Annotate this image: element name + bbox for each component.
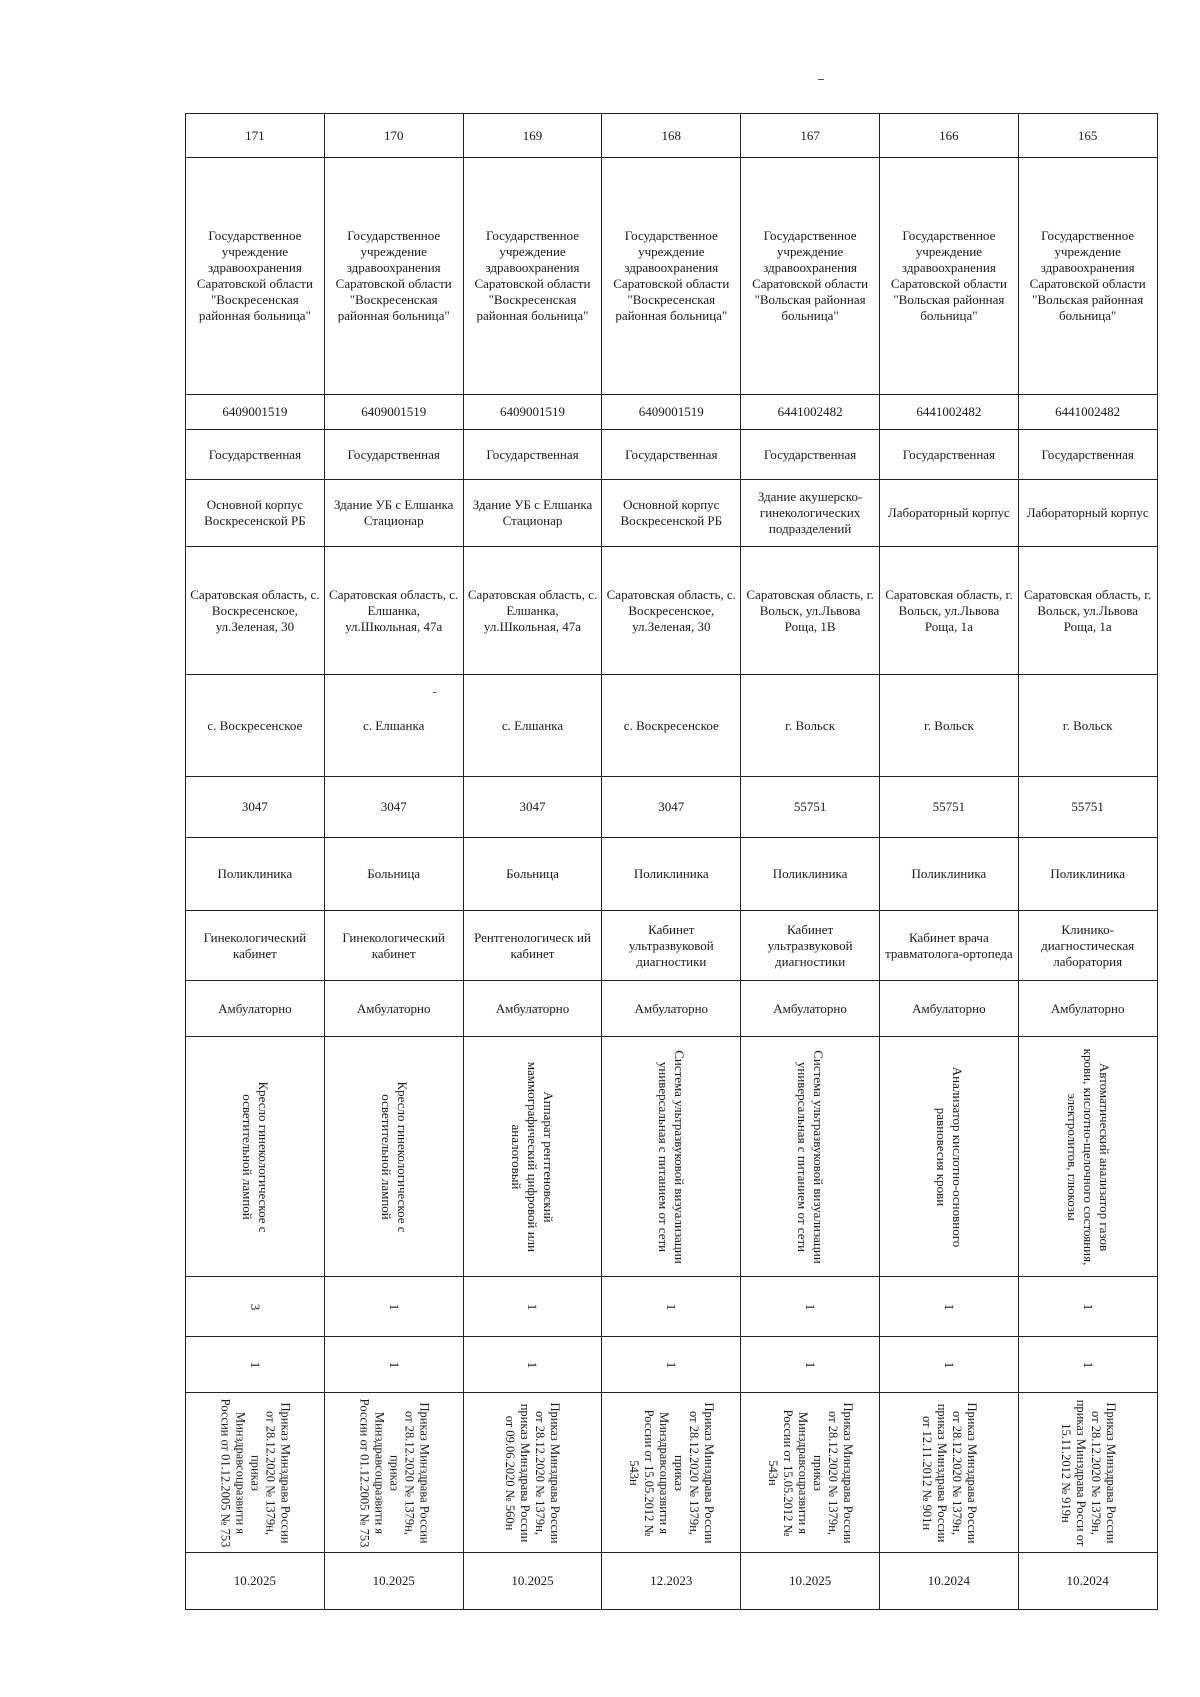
equipment-text: Автоматический анализатор газов крови, кислотно-щелочного состояния, электролитов, глюкозы (1064, 1048, 1112, 1265)
cell-order (324, 1393, 463, 1553)
cell-locality: с. Елшанка (463, 675, 602, 777)
cell-care-mode: Амбулаторно (463, 981, 602, 1037)
quantity-2-text: 1 (525, 1361, 541, 1368)
cell-quantity-2 (602, 1337, 741, 1393)
row-unit (186, 911, 1158, 981)
cell-equipment (741, 1037, 880, 1277)
cell-facility-type: Больница (324, 838, 463, 911)
cell-facility-type: Поликлиника (602, 838, 741, 911)
order-text: Приказ Минздрава России от 28.12.2020 № 1379н, приказ Минздрава России от 09.06.2020 № 560н (503, 1402, 563, 1543)
order-text: Приказ Минздрава России от 28.12.2020 № 1379н, приказ Минздрава России от 12.11.2012 № 901н (919, 1402, 979, 1543)
cell-quantity-1 (1018, 1277, 1157, 1337)
cell-date: 12.2023 (602, 1553, 741, 1610)
cell-unit: Кабинет врача травматолога-ортопеда (879, 911, 1018, 981)
cell-quantity-1 (879, 1277, 1018, 1337)
quantity-2-text: 1 (386, 1361, 402, 1368)
cell-order (879, 1393, 1018, 1553)
cell-care-mode: Амбулаторно (741, 981, 880, 1037)
cell-number: 171 (186, 114, 325, 158)
row-facility-type (186, 838, 1158, 911)
row-order (186, 1393, 1158, 1553)
cell-date: 10.2024 (879, 1553, 1018, 1610)
quantity-1-text: 1 (1080, 1303, 1096, 1310)
cell-quantity-2 (186, 1337, 325, 1393)
row-organization (186, 158, 1158, 395)
quantity-2-text: 1 (664, 1361, 680, 1368)
cell-facility-type: Поликлиника (741, 838, 880, 911)
equipment-text: Кресло гинекологическое с осветительной лампой (378, 1080, 410, 1233)
cell-inn: 6441002482 (741, 395, 880, 430)
cell-address: Саратовская область, с. Елшанка, ул.Школьная, 47а (463, 547, 602, 675)
order-text: Приказ Минздрава России от 28.12.2020 № 1379н, приказ Минздравсоцразвити я России от 15.05.2012 № 543н (627, 1402, 717, 1543)
equipment-text: Кресло гинекологическое с осветительной лампой (239, 1080, 271, 1233)
scan-speck (818, 79, 824, 80)
cell-locality: с. Воскресенское (602, 675, 741, 777)
row-equipment (186, 1037, 1158, 1277)
row-locality (186, 675, 1158, 777)
cell-organization: Государственное учреждение здравоохранения Саратовской области "Вольская районная больница" (1018, 158, 1157, 395)
cell-ownership: Государственная (879, 430, 1018, 480)
cell-organization: Государственное учреждение здравоохранения Саратовской области "Воскресенская районная больница" (324, 158, 463, 395)
cell-quantity-1 (602, 1277, 741, 1337)
cell-building: Лабораторный корпус (1018, 480, 1157, 547)
cell-equipment (879, 1037, 1018, 1277)
equipment-text: Анализатор кислотно-основного равновесия крови (933, 1066, 965, 1247)
row-address (186, 547, 1158, 675)
cell-organization: Государственное учреждение здравоохранения Саратовской области "Воскресенская районная больница" (463, 158, 602, 395)
equipment-text: Система ультразвуковой визуализации универсальная с питанием от сети (656, 1049, 688, 1264)
cell-ownership: Государственная (463, 430, 602, 480)
cell-building: Основной корпус Воскресенской РБ (602, 480, 741, 547)
quantity-1-text: 1 (386, 1303, 402, 1310)
quantity-1-text: 3 (247, 1303, 263, 1310)
cell-inn: 6441002482 (879, 395, 1018, 430)
cell-date: 10.2025 (324, 1553, 463, 1610)
cell-date: 10.2024 (1018, 1553, 1157, 1610)
quantity-1-text: 1 (525, 1303, 541, 1310)
cell-equipment (324, 1037, 463, 1277)
cell-ownership: Государственная (324, 430, 463, 480)
quantity-2-text: 1 (1080, 1361, 1096, 1368)
cell-order (602, 1393, 741, 1553)
quantity-1-text: 1 (803, 1303, 819, 1310)
cell-unit: Кабинет ультразвуковой диагностики (741, 911, 880, 981)
register-table (185, 113, 1158, 1610)
cell-facility-type: Больница (463, 838, 602, 911)
quantity-2-text: 1 (247, 1361, 263, 1368)
cell-date: 10.2025 (741, 1553, 880, 1610)
cell-ownership: Государственная (602, 430, 741, 480)
cell-quantity-2 (879, 1337, 1018, 1393)
equipment-text: Аппарат рентгеновский маммографический цифровой или аналоговый (509, 1061, 557, 1252)
row-inn (186, 395, 1158, 430)
cell-ownership: Государственная (186, 430, 325, 480)
cell-locality: г. Вольск (1018, 675, 1157, 777)
row-number (186, 114, 1158, 158)
cell-number: 166 (879, 114, 1018, 158)
cell-ownership: Государственная (1018, 430, 1157, 480)
quantity-2-text: 1 (941, 1361, 957, 1368)
cell-facility-type: Поликлиника (1018, 838, 1157, 911)
cell-quantity-1 (741, 1277, 880, 1337)
cell-care-mode: Амбулаторно (186, 981, 325, 1037)
cell-code: 3047 (324, 777, 463, 838)
cell-unit: Гинекологический кабинет (324, 911, 463, 981)
cell-address: Саратовская область, г. Вольск, ул.Львова Роща, 1В (741, 547, 880, 675)
cell-address: Саратовская область, г. Вольск, ул.Львова Роща, 1а (1018, 547, 1157, 675)
cell-code: 55751 (741, 777, 880, 838)
cell-building: Здание УБ с Елшанка Стационар (463, 480, 602, 547)
cell-number: 165 (1018, 114, 1157, 158)
row-code (186, 777, 1158, 838)
cell-care-mode: Амбулаторно (879, 981, 1018, 1037)
row-care-mode (186, 981, 1158, 1037)
cell-organization: Государственное учреждение здравоохранения Саратовской области "Воскресенская районная больница" (602, 158, 741, 395)
cell-quantity-2 (324, 1337, 463, 1393)
order-text: Приказ Минздрава России от 28.12.2020 № 1379н, приказ Минздравсоцразвити я России от 01.12.2005 № 753 (357, 1398, 432, 1547)
cell-address: Саратовская область, с. Воскресенское, ул.Зеленая, 30 (186, 547, 325, 675)
cell-number: 170 (324, 114, 463, 158)
cell-building: Здание акушерско-гинекологических подразделений (741, 480, 880, 547)
cell-address: Саратовская область, г. Вольск, ул.Львова Роща, 1а (879, 547, 1018, 675)
cell-equipment (463, 1037, 602, 1277)
equipment-text: Система ультразвуковой визуализации универсальная с питанием от сети (795, 1049, 827, 1264)
cell-equipment (1018, 1037, 1157, 1277)
cell-order (1018, 1393, 1157, 1553)
cell-number: 167 (741, 114, 880, 158)
cell-unit: Рентгенологическ ий кабинет (463, 911, 602, 981)
order-text: Приказ Минздрава России от 28.12.2020 № 1379н, приказ Минздрава Росси от 15.11.2012 № 919н (1058, 1399, 1118, 1546)
row-date (186, 1553, 1158, 1610)
cell-date: 10.2025 (463, 1553, 602, 1610)
cell-inn: 6409001519 (324, 395, 463, 430)
row-ownership (186, 430, 1158, 480)
cell-quantity-2 (741, 1337, 880, 1393)
cell-inn: 6441002482 (1018, 395, 1157, 430)
order-text: Приказ Минздрава России от 28.12.2020 № 1379н, приказ Минздравсоцразвити я России от 15.05.2012 № 543н (766, 1402, 856, 1543)
cell-building: Лабораторный корпус (879, 480, 1018, 547)
cell-building: Здание УБ с Елшанка Стационар (324, 480, 463, 547)
cell-equipment (186, 1037, 325, 1277)
cell-date: 10.2025 (186, 1553, 325, 1610)
cell-care-mode: Амбулаторно (602, 981, 741, 1037)
quantity-2-text: 1 (803, 1361, 819, 1368)
cell-locality: с. Елшанка (324, 675, 463, 777)
cell-unit: Гинекологический кабинет (186, 911, 325, 981)
cell-address: Саратовская область, с. Воскресенское, ул.Зеленая, 30 (602, 547, 741, 675)
order-text: Приказ Минздрава России от 28.12.2020 № 1379н, приказ Минздравсоцразвити я России от 01.12.2005 № 753 (218, 1398, 293, 1547)
cell-code: 3047 (186, 777, 325, 838)
cell-unit: Кабинет ультразвуковой диагностики (602, 911, 741, 981)
cell-ownership: Государственная (741, 430, 880, 480)
cell-organization: Государственное учреждение здравоохранения Саратовской области "Воскресенская районная больница" (186, 158, 325, 395)
cell-order (463, 1393, 602, 1553)
cell-code: 3047 (602, 777, 741, 838)
cell-facility-type: Поликлиника (879, 838, 1018, 911)
cell-care-mode: Амбулаторно (324, 981, 463, 1037)
cell-care-mode: Амбулаторно (1018, 981, 1157, 1037)
cell-facility-type: Поликлиника (186, 838, 325, 911)
cell-building: Основной корпус Воскресенской РБ (186, 480, 325, 547)
cell-quantity-2 (463, 1337, 602, 1393)
cell-organization: Государственное учреждение здравоохранения Саратовской области "Вольская районная больница" (741, 158, 880, 395)
cell-order (741, 1393, 880, 1553)
cell-number: 169 (463, 114, 602, 158)
cell-quantity-1 (324, 1277, 463, 1337)
cell-inn: 6409001519 (186, 395, 325, 430)
cell-order (186, 1393, 325, 1553)
row-building (186, 480, 1158, 547)
cell-locality: с. Воскресенское (186, 675, 325, 777)
cell-organization: Государственное учреждение здравоохранения Саратовской области "Вольская районная больница" (879, 158, 1018, 395)
scan-speck (433, 692, 436, 693)
cell-code: 55751 (879, 777, 1018, 838)
quantity-1-text: 1 (941, 1303, 957, 1310)
cell-quantity-1 (463, 1277, 602, 1337)
row-quantity-2 (186, 1337, 1158, 1393)
cell-quantity-1 (186, 1277, 325, 1337)
cell-address: Саратовская область, с. Елшанка, ул.Школьная, 47а (324, 547, 463, 675)
cell-code: 55751 (1018, 777, 1157, 838)
cell-locality: г. Вольск (879, 675, 1018, 777)
cell-inn: 6409001519 (463, 395, 602, 430)
cell-equipment (602, 1037, 741, 1277)
cell-code: 3047 (463, 777, 602, 838)
row-quantity-1 (186, 1277, 1158, 1337)
cell-unit: Клинико-диагностическая лаборатория (1018, 911, 1157, 981)
cell-inn: 6409001519 (602, 395, 741, 430)
cell-locality: г. Вольск (741, 675, 880, 777)
cell-quantity-2 (1018, 1337, 1157, 1393)
cell-number: 168 (602, 114, 741, 158)
quantity-1-text: 1 (664, 1303, 680, 1310)
